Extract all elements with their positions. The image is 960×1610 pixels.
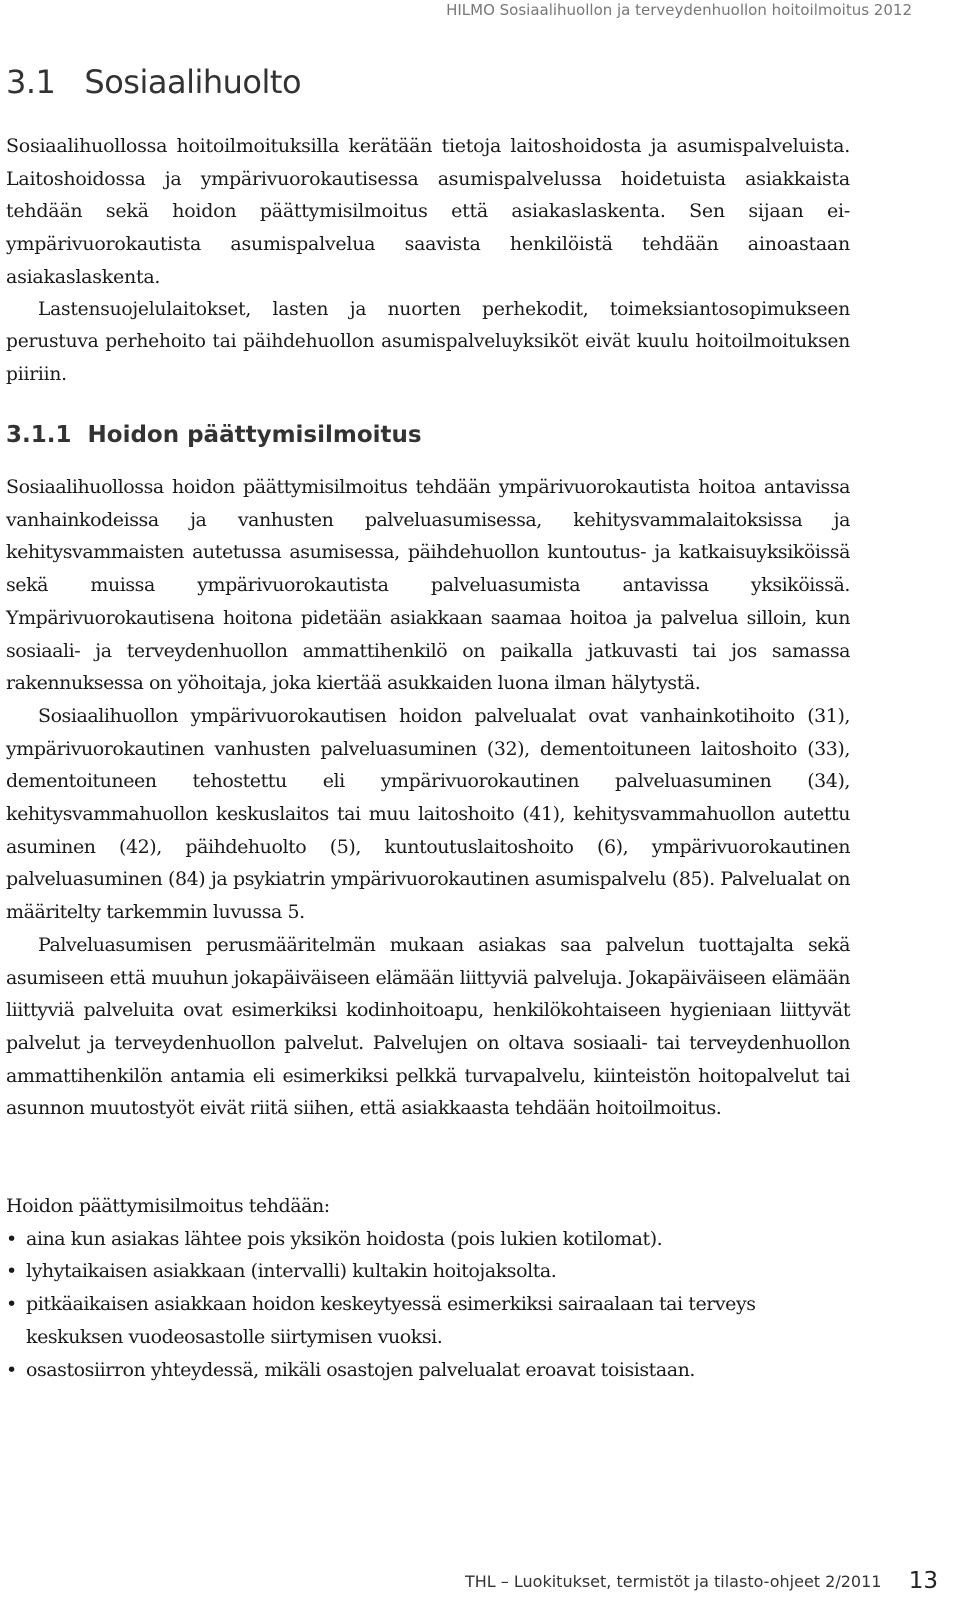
section-body — [6, 130, 850, 392]
section-number: 3.1 — [6, 63, 56, 101]
page-number: 13 — [908, 1568, 938, 1594]
section-title-text: Sosiaalihuolto — [84, 63, 302, 101]
list-item — [6, 1354, 850, 1387]
subsection-number: 3.1.1 — [6, 422, 72, 448]
bullet-icon: • — [6, 1293, 17, 1316]
subsection-paragraph: Sosiaalihuollon ympärivuorokautisen hoidon palvelualat ovat vanhainkotihoito (31), ympärivuorokautinen vanhusten palveluasuminen (32), dementoituneen laitoshoito (33), dementoituneen tehostettu eli ympärivuorokautinen palveluasuminen (34), kehitysvammahuollon keskuslaitos tai muu laitoshoito (41), kehitysvammahuollon autettu asuminen (42), päihdehuolto (5), kuntoutuslaitoshoito (6), ympärivuorokautinen palveluasuminen (84) ja psykiatrin ympärivuorokautinen asumispalvelu (85). Palvelualat on määritelty tarkemmin luvussa 5. — [6, 704, 850, 924]
list-item-text: pitkäaikaisen asiakkaan hoidon keskeytyessä esimerkiksi sairaalaan tai terveys keskuksen vuodeosastolle siirtymisen vuoksi. — [26, 1293, 756, 1348]
subsection-paragraph: Palveluasumisen perusmääritelmän mukaan asiakas saa palvelun tuottajalta sekä asumiseen että muuhun jokapäiväiseen elämään liittyviä palveluja. Jokapäiväiseen elämään liittyviä palveluita ovat esimerkiksi kodinhoitoapu, henkilökohtaiseen hygieniaan liittyvät palvelut ja terveydenhuollon palvelut. Palvelujen on oltava sosiaali- tai terveydenhuollon ammattihenkilön antamia eli esimerkiksi pelkkä turvapalvelu, kiinteistön hoitopalvelut tai asunnon muutostyöt eivät riitä siihen, että asiakkaasta tehdään hoitoilmoitus. — [6, 933, 850, 1120]
running-header: HILMO Sosiaalihuollon ja terveydenhuollon hoitoilmoitus 2012 — [446, 1, 912, 19]
bullet-icon: • — [6, 1260, 17, 1283]
list-item-text: aina kun asiakas lähtee pois yksikön hoidosta (pois lukien kotilomat). — [26, 1227, 663, 1250]
bullet-icon: • — [6, 1227, 17, 1250]
list-block — [6, 1190, 850, 1386]
subsection-body — [6, 471, 850, 1125]
list-item — [6, 1223, 850, 1256]
subsection-paragraph: Sosiaalihuollossa hoidon päättymisilmoitus tehdään ympärivuorokautista hoitoa antavissa vanhainkodeissa ja vanhusten palveluasumisessa, kehitysvammalaitoksissa ja kehitysvammaisten autetussa asumisessa, päihdehuollon kuntoutus- ja katkaisuyksiköissä sekä muissa ympärivuorokautista palveluasumista antavissa yksiköissä. Ympärivuorokautisena hoitona pidetään asiakkaan saamaa hoitoa ja palvelua silloin, kun sosiaali- ja terveydenhuollon ammattihenkilö on paikalla jatkuvasti tai jos samassa rakennuksessa on yöhoitaja, joka kiertää asukkaiden luona ilman hälytystä. — [6, 476, 850, 695]
subsection-title — [6, 417, 422, 453]
section-paragraph: Lastensuojelulaitokset, lasten ja nuorten perhekodit, toimeksiantosopimukseen perustuva perhehoito tai päihdehuollon asumispalveluyksiköt eivät kuulu hoitoilmoituksen piiriin. — [6, 298, 850, 385]
section-title — [6, 60, 301, 104]
subsection-title-text: Hoidon päättymisilmoitus — [87, 422, 422, 448]
list-item — [6, 1255, 850, 1288]
list-item-text: lyhytaikaisen asiakkaan (intervalli) kultakin hoitojaksolta. — [26, 1260, 557, 1283]
list-item — [6, 1288, 850, 1353]
list-item-text: osastosiirron yhteydessä, mikäli osastojen palvelualat eroavat toisistaan. — [26, 1358, 695, 1381]
bullet-list — [6, 1223, 850, 1387]
list-intro: Hoidon päättymisilmoitus tehdään: — [6, 1195, 330, 1217]
section-paragraph: Sosiaalihuollossa hoitoilmoituksilla kerätään tietoja laitoshoidosta ja asumispalveluista. Laitoshoidossa ja ympärivuorokautisessa asumispalvelussa hoidetuista asiakkaista tehdään sekä hoidon päättymisilmoitus että asiakaslaskenta. Sen sijaan ei-ympärivuorokautista asumispalvelua saavista henkilöistä tehdään ainoastaan asiakaslaskenta. — [6, 135, 850, 288]
footer-publication: THL – Luokitukset, termistöt ja tilasto-ohjeet 2/2011 — [465, 1572, 882, 1591]
bullet-icon: • — [6, 1358, 17, 1381]
